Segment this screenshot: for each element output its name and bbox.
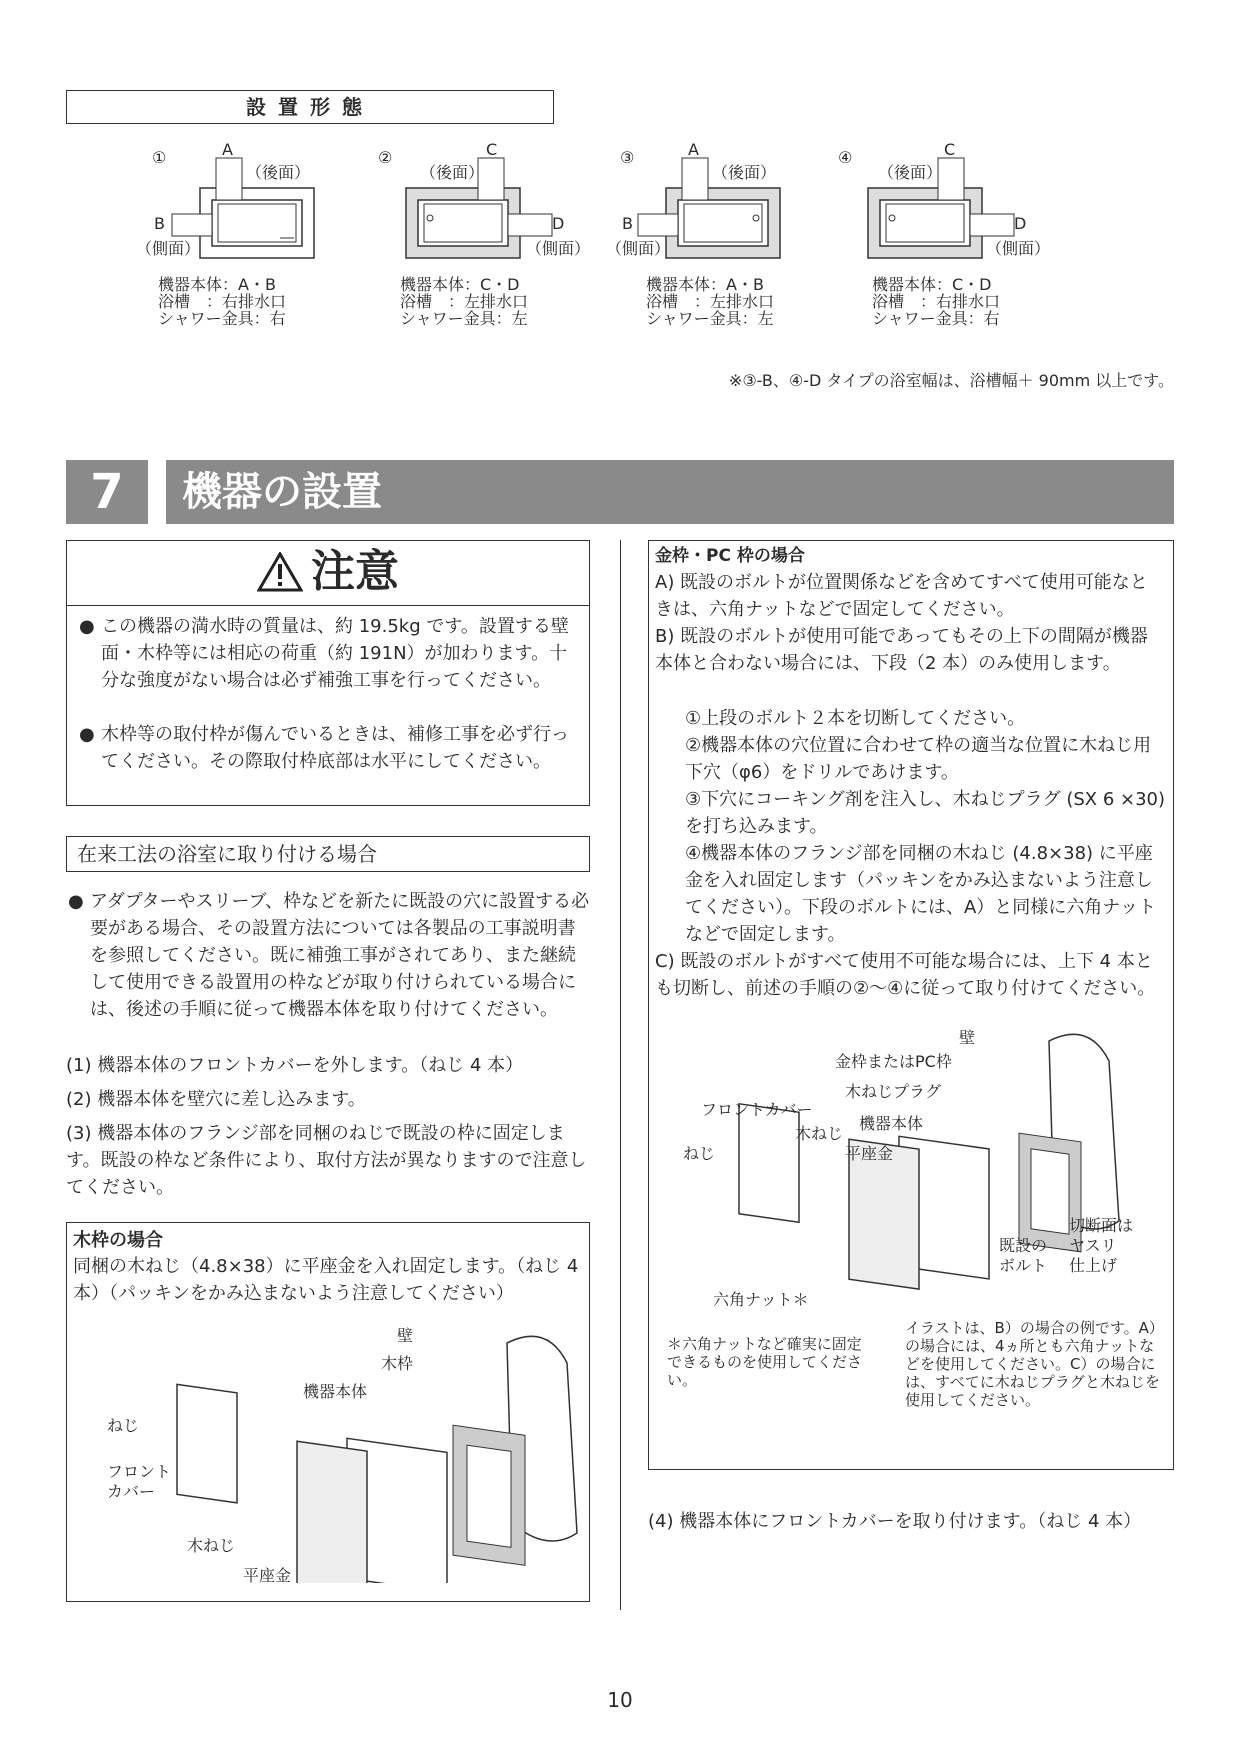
warning-icon xyxy=(257,552,303,592)
conventional-header: 在来工法の浴室に取り付ける場合 xyxy=(66,836,590,872)
config-1: ① A （後面） B （側面） 機器本体：A・B 浴槽 ：右排水口 シャワー金具：右 xyxy=(150,138,340,338)
wood-text: 同梱の木ねじ（4.8×38）に平座金を入れ固定します。（ねじ 4 本）（パッキンをかみ込まないよう注意してください） xyxy=(73,1256,579,1304)
caution-item-1: この機器の満水時の質量は、約 19.5kg です。設置する壁面・木枠等には相応の荷重（約 191N）が加わります。十分な強度がない場合は必ず補強工事を行ってください。 xyxy=(101,616,569,691)
metal-title: 金枠・PC 枠の場合 xyxy=(655,546,805,566)
step-1: (1) 機器本体のフロントカバーを外します。（ねじ 4 本） xyxy=(66,1055,524,1076)
config-2: ② C （後面） D （側面） 機器本体：C・D 浴槽 ：左排水口 シャワー金具：左 xyxy=(378,140,591,328)
section-number: 7 xyxy=(66,460,148,524)
nut-footnote: ＊六角ナットなど確実に固定できるものを使用してください。 xyxy=(667,1335,863,1389)
metal-b-step-3: ③下穴にコーキング剤を注入し、木ねじプラグ (SX 6 ×30) を打ち込みます。 xyxy=(685,789,1165,837)
step-4: (4) 機器本体にフロントカバーを取り付けます。（ねじ 4 本） xyxy=(648,1511,1142,1532)
illustration-note: イラストは、B）の場合の例です。A）の場合には、4ヵ所とも六角ナットなどを使用してください。C）の場合には、すべてに木ねじプラグと木ねじを使用してください。 xyxy=(905,1319,1164,1409)
metal-b: B) 既設のボルトが使用可能であってもその上下の間隔が機器本体と合わない場合には、下段（2 本）のみ使用します。 xyxy=(655,626,1148,674)
metal-b-step-1: ①上段のボルト２本を切断してください。 xyxy=(685,708,1026,729)
metal-b-step-4: ④機器本体のフランジ部を同梱の木ねじ (4.8×38) に平座金を入れ固定します（パッキンをかみ込まないよう注意してください）。下段のボルトには、A）と同様に六角ナットなどで固定します。 xyxy=(685,843,1156,945)
wood-title: 木枠の場合 xyxy=(73,1230,163,1251)
wood-frame-box: 木枠の場合 同梱の木ねじ（4.8×38）に平座金を入れ固定します。（ねじ 4 本）（パッキンをかみ込まないよう注意してください） 壁 木枠 機器本体 ねじ フロント カバー 木ねじ 平座金 xyxy=(66,1222,590,1602)
metal-c: C) 既設のボルトがすべて使用不可能な場合には、上下 4 本とも切断し、前述の手順の②～④に従って取り付けてください。 xyxy=(655,951,1156,999)
caution-box: 注意 ● この機器の満水時の質量は、約 19.5kg です。設置する壁面・木枠等には相応の荷重（約 191N）が加わります。十分な強度がない場合は必ず補強工事を行ってください。 ● 木枠等の取付枠が傷んでいるときは、補修工事を必ず行ってください。その際取付枠底部は水平にしてください。 xyxy=(66,540,590,806)
column-divider xyxy=(620,540,621,1610)
caution-header xyxy=(67,541,589,606)
step-3: (3) 機器本体のフランジ部を同梱のねじで既設の枠に固定します。既設の枠など条件により、取付方法が異なりますので注意してください。 xyxy=(66,1123,587,1198)
section-title: 機器の設置 xyxy=(166,460,1174,524)
conventional-bullet: アダプターやスリーブ、枠などを新たに既設の穴に設置する必要がある場合、その設置方法については各製品の工事説明書を参照してください。既に補強工事がされてあり、また継続して使用できる設置用の枠などが取り付けられている場合には、後述の手順に従って機器本体を取り付けてください。 xyxy=(90,891,590,1020)
config-1-diagram xyxy=(150,138,340,288)
page-number: 10 xyxy=(607,1688,633,1712)
metal-frame-box: 金枠・PC 枠の場合 A) 既設のボルトが位置関係などを含めてすべて使用可能なときは、六角ナットなどで固定してください。 B) 既設のボルトが使用可能であってもその上下の間隔が機器本体と合わない場合には、下段（2 本）のみ使用します。 ①上段のボルト２本を切断してください。 ②機器本体の穴位置に合わせて枠の適当な位置に木ねじ用下穴（φ6）をドリルであけます。 ③下穴にコーキング剤を注入し、木ねじプラグ (SX 6 ×30) を打ち込みます。 ④機器本体のフランジ部を同梱の木ねじ (4.8×38) に平座金を入れ固定します（パッキンをかみ込まないよう注意してください）。下段のボルトには、A）と同様に六角ナットなどで固定します。 C) 既設のボルトがすべて使用不可能な場合には、上下 4 本とも切断し、前述の手順の②～④に従って取り付けてください。 壁 金枠またはPC枠 木ねじプラグ フロントカバー 機器本体 木ねじ ねじ 平座金 切断面は ヤスリ 仕上げ 既設の ボルト 六角ナット＊ ＊六角ナットなど確実に固定できるものを使用してください。 イラストは、B）の場合の例です。A）の場合には、4ヵ所とも六角ナットなどを使用してください。C）の場合には、すべてに木ねじプラグと木ねじを使用してください。 xyxy=(648,540,1174,1470)
step-2: (2) 機器本体を壁穴に差し込みます。 xyxy=(66,1089,366,1110)
metal-b-step-2: ②機器本体の穴位置に合わせて枠の適当な位置に木ねじ用下穴（φ6）をドリルであけます。 xyxy=(685,735,1152,783)
layout-header: 設置形態 xyxy=(66,90,554,124)
caution-item-2: 木枠等の取付枠が傷んでいるときは、補修工事を必ず行ってください。その際取付枠底部は水平にしてください。 xyxy=(101,724,569,772)
config-3: ③ A （後面） B （側面） 機器本体：A・B 浴槽 ：左排水口 シャワー金具：左 xyxy=(620,138,810,338)
metal-a: A) 既設のボルトが位置関係などを含めてすべて使用可能なときは、六角ナットなどで固定してください。 xyxy=(655,572,1148,620)
config-4: ④ C （後面） D （側面） 機器本体：C・D 浴槽 ：右排水口 シャワー金具：右 xyxy=(838,140,1051,328)
bath-width-note: ※③-B、④-D タイプの浴室幅は、浴槽幅＋ 90mm 以上です。 xyxy=(728,371,1174,390)
caution-title: 注意 xyxy=(311,546,399,597)
